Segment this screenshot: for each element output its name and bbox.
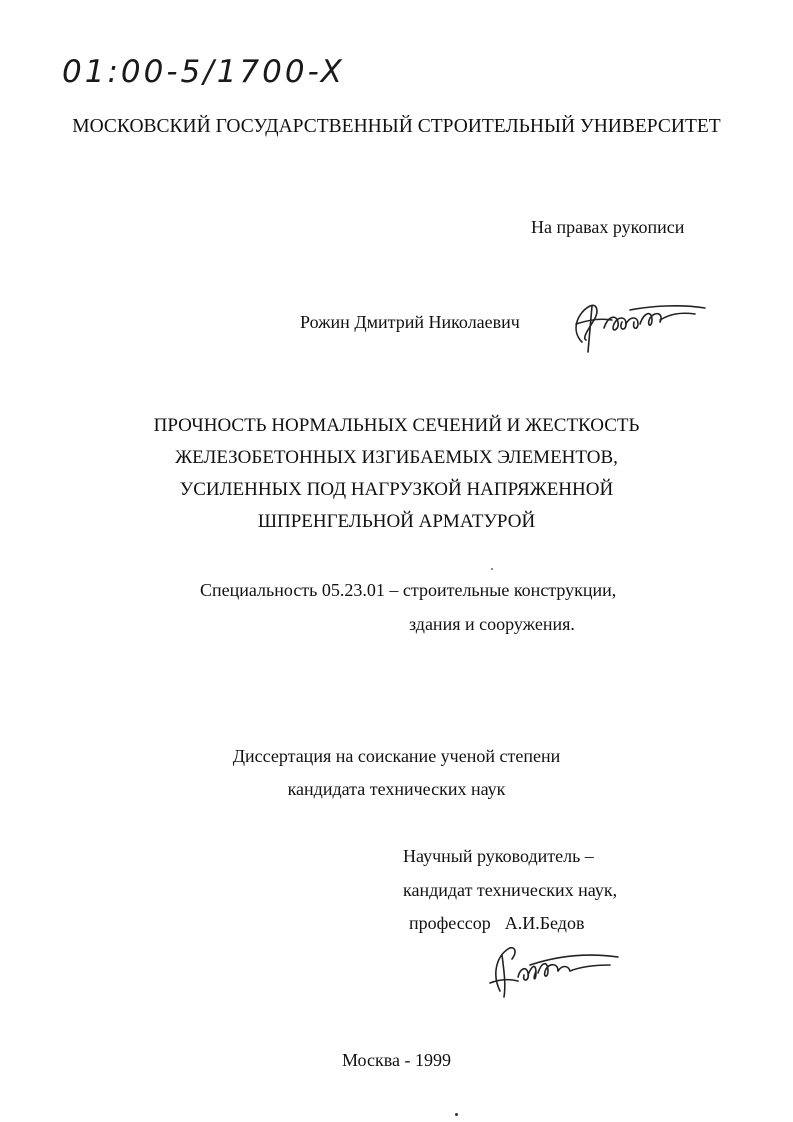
- title-line: ШПРЕНГЕЛЬНОЙ АРМАТУРОЙ: [257, 511, 536, 532]
- degree-line-1: Диссертация на соискание ученой степени: [232, 746, 561, 766]
- supervisor-title-name: [409, 913, 584, 934]
- supervisor-label: Научный руководитель –: [403, 846, 594, 866]
- author-name: Рожин Дмитрий Николаевич: [300, 312, 520, 332]
- supervisor-name: А.И.Бедов: [504, 913, 585, 933]
- title-line: ПРОЧНОСТЬ НОРМАЛЬНЫХ СЕЧЕНИЙ И ЖЕСТКОСТЬ: [153, 415, 640, 436]
- degree-line-2: кандидата технических наук: [287, 779, 506, 799]
- supervisor-degree: кандидат технических наук,: [403, 880, 618, 900]
- author-signature: [560, 290, 710, 360]
- scan-speck: [491, 568, 493, 570]
- specialty-line-1: Специальность 05.23.01 – строительные конструкции,: [200, 580, 617, 600]
- city-year: Москва - 1999: [342, 1050, 451, 1070]
- specialty-line-2: здания и сооружения.: [409, 614, 575, 634]
- archive-code: 01:00-5/1700-X: [62, 54, 345, 90]
- title-line: УСИЛЕННЫХ ПОД НАГРУЗКОЙ НАПРЯЖЕННОЙ: [179, 479, 614, 500]
- dissertation-title: [0, 410, 793, 538]
- university-name: МОСКОВСКИЙ ГОСУДАРСТВЕННЫЙ СТРОИТЕЛЬНЫЙ УНИВЕРСИТЕТ: [72, 116, 721, 137]
- supervisor-signature: [480, 935, 625, 1005]
- scan-speck: [455, 1113, 458, 1116]
- rights-note: На правах рукописи: [531, 217, 685, 237]
- title-line: ЖЕЛЕЗОБЕТОННЫХ ИЗГИБАЕМЫХ ЭЛЕМЕНТОВ,: [175, 447, 618, 468]
- supervisor-position: профессор: [409, 913, 491, 933]
